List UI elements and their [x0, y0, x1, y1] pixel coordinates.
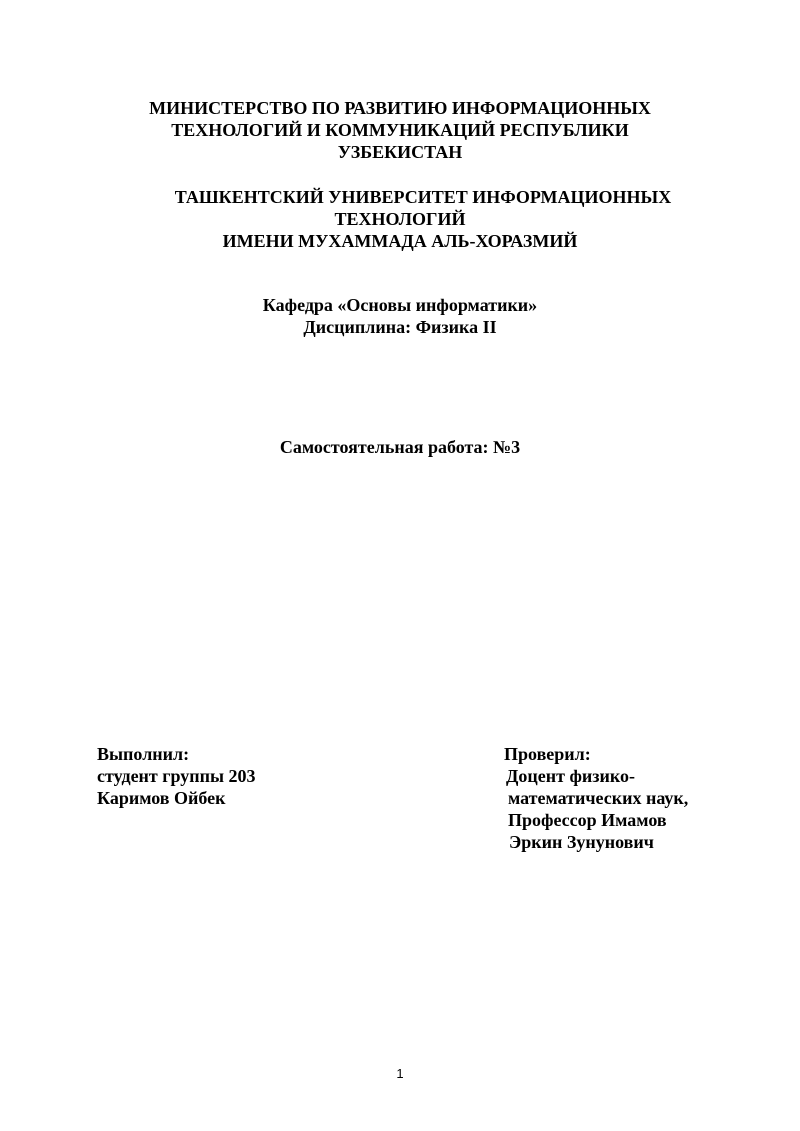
university-heading: [0, 186, 800, 252]
student-name: Каримов Ойбек: [97, 788, 226, 808]
chair-name: Кафедра «Основы информатики»: [262, 295, 538, 315]
checker-title-line-2: математических наук,: [508, 788, 689, 808]
university-line-3: ИМЕНИ МУХАММАДА АЛЬ-ХОРАЗМИЙ: [222, 231, 578, 251]
ministry-line-2: ТЕХНОЛОГИЙ И КОММУНИКАЦИЙ РЕСПУБЛИКИ: [171, 120, 629, 140]
checked-by-block: [504, 743, 688, 853]
discipline-name: Дисциплина: Физика II: [303, 317, 497, 337]
checker-name: Эркин Зунунович: [509, 832, 654, 852]
ministry-line-3: УЗБЕКИСТАН: [337, 142, 463, 162]
checked-by-label: Проверил:: [504, 744, 591, 764]
performed-by-block: [97, 743, 256, 809]
university-line-1: ТАШКЕНТСКИЙ УНИВЕРСИТЕТ ИНФОРМАЦИОННЫХ: [174, 187, 672, 207]
ministry-heading: [0, 97, 800, 163]
checker-title-line-1: Доцент физико-: [506, 766, 636, 786]
student-group: студент группы 203: [97, 766, 256, 786]
performed-by-label: Выполнил:: [97, 744, 190, 764]
work-title: Самостоятельная работа: №3: [279, 437, 521, 457]
checker-title-line-3: Профессор Имамов: [508, 810, 667, 830]
page-number: 1: [396, 1066, 404, 1081]
ministry-line-1: МИНИСТЕРСТВО ПО РАЗВИТИЮ ИНФОРМАЦИОННЫХ: [149, 98, 651, 118]
university-line-2: ТЕХНОЛОГИЙ: [334, 209, 466, 229]
department-block: [0, 294, 800, 338]
